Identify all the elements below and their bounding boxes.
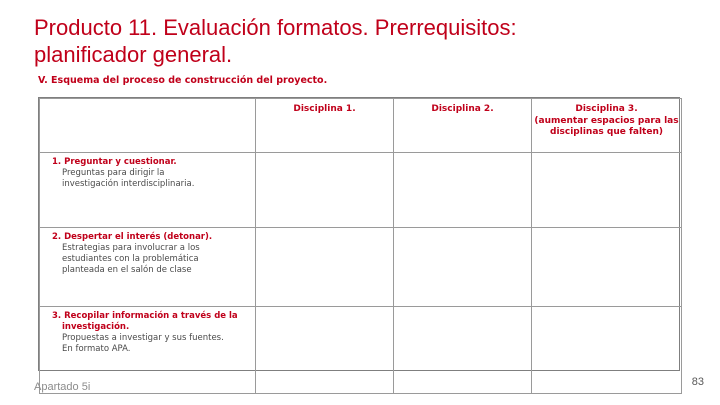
header-disciplina-2-label: Disciplina 2.	[431, 104, 494, 114]
row-1-disciplina-3-cell[interactable]	[532, 153, 682, 228]
row-2-title: 2. Despertar el interés (detonar).	[52, 232, 213, 242]
header-empty-cell	[40, 99, 256, 153]
row-3-disciplina-1-cell[interactable]	[256, 307, 394, 394]
row-2-desc-line-2: estudiantes con la problemática	[62, 254, 199, 264]
row-2-desc-line-1: Estrategias para involucrar a los	[62, 243, 200, 253]
schema-heading: V. Esquema del proceso de construcción del proyecto.	[38, 75, 328, 86]
header-disciplina-1-label: Disciplina 1.	[293, 104, 356, 114]
header-disciplina-3-note-1: (aumentar espacios para las	[534, 115, 679, 126]
row-3-disciplina-3-cell[interactable]	[532, 307, 682, 394]
footer-section-label: Apartado 5i	[34, 381, 91, 393]
slide-title-line-1: Producto 11. Evaluación formatos. Prerrequisitos:	[34, 15, 517, 40]
slide-title	[34, 14, 674, 68]
row-1-disciplina-2-cell[interactable]	[394, 153, 532, 228]
schema-table-frame	[38, 97, 680, 371]
header-disciplina-3-label: Disciplina 3.	[575, 104, 638, 114]
schema-table	[39, 98, 682, 394]
row-2-label-cell	[40, 228, 256, 307]
page-number: 83	[691, 376, 704, 388]
row-3-disciplina-2-cell[interactable]	[394, 307, 532, 394]
row-1-disciplina-1-cell[interactable]	[256, 153, 394, 228]
slide-title-line-2: planificador general.	[34, 42, 233, 67]
row-2-desc-line-3: planteada en el salón de clase	[62, 265, 192, 275]
table-row	[40, 153, 682, 228]
table-row	[40, 228, 682, 307]
row-3-desc-line-2: En formato APA.	[62, 344, 131, 354]
row-3-desc-line-1: Propuestas a investigar y sus fuentes.	[62, 333, 224, 343]
row-2-disciplina-3-cell[interactable]	[532, 228, 682, 307]
row-2-disciplina-1-cell[interactable]	[256, 228, 394, 307]
row-3-title: 3. Recopilar información a través de la	[52, 311, 238, 321]
header-disciplina-3-note-2: disciplinas que falten)	[550, 127, 663, 137]
row-1-desc-line-1: Preguntas para dirigir la	[62, 168, 165, 178]
table-row	[40, 307, 682, 394]
row-1-title: 1. Preguntar y cuestionar.	[52, 157, 177, 167]
row-3-title-line-2: investigación.	[62, 322, 130, 332]
header-disciplina-1	[256, 99, 394, 153]
table-header-row	[40, 99, 682, 153]
row-1-label-cell	[40, 153, 256, 228]
header-disciplina-2	[394, 99, 532, 153]
header-disciplina-3	[532, 99, 682, 153]
row-2-disciplina-2-cell[interactable]	[394, 228, 532, 307]
row-1-desc-line-2: investigación interdisciplinaria.	[62, 179, 195, 189]
